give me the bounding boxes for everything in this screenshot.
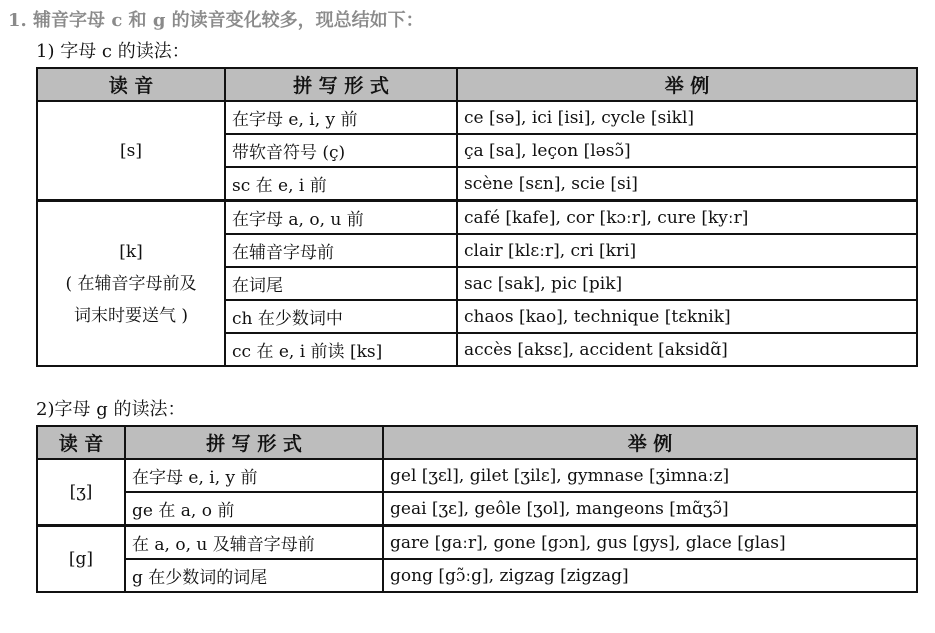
spelling-cell: 在字母 e, i, y 前 (225, 101, 457, 134)
section-1-title: 1) 字母 c 的读法： (36, 41, 190, 62)
page-heading: 1. 辅音字母 c 和 g 的读音变化较多，现总结如下： (8, 10, 424, 31)
sound-cell (37, 201, 225, 367)
sound-cell: [g] (37, 526, 125, 593)
table-header-row (37, 426, 917, 459)
header-spelling: 拼 写 形 式 (225, 68, 457, 101)
table-row (37, 459, 917, 492)
example-cell: scène [sɛn], scie [si] (457, 167, 917, 201)
header-example: 举 例 (383, 426, 917, 459)
example-cell: accès [aksɛ], accident [aksidɑ̃] (457, 333, 917, 366)
example-cell: ça [sa], leçon [ləsɔ̃] (457, 134, 917, 167)
example-cell: café [kafe], cor [kɔːr], cure [kyːr] (457, 201, 917, 235)
table-letter-g (36, 425, 918, 593)
spelling-cell: 在词尾 (225, 267, 457, 300)
example-cell: ce [sə], ici [isi], cycle [sikl] (457, 101, 917, 134)
table-row (37, 526, 917, 560)
sound-note-line-1: ( 在辅音字母前及 (65, 273, 197, 294)
spelling-cell: sc 在 e, i 前 (225, 167, 457, 201)
example-cell: gare [gaːr], gone [gɔn], gus [gys], glace [glas] (383, 526, 917, 560)
spelling-cell: 在字母 e, i, y 前 (125, 459, 383, 492)
table-row (37, 559, 917, 592)
table-header-row (37, 68, 917, 101)
example-cell: gel [ʒɛl], gilet [ʒilɛ], gymnase [ʒimnaːz] (383, 459, 917, 492)
sound-symbol: [k] (119, 241, 143, 262)
sound-cell: [ʒ] (37, 459, 125, 526)
section-2-title: 2)字母 g 的读法： (36, 399, 186, 420)
table-row (37, 492, 917, 526)
header-sound: 读 音 (37, 426, 125, 459)
header-spelling: 拼 写 形 式 (125, 426, 383, 459)
spelling-cell: 在辅音字母前 (225, 234, 457, 267)
header-example: 举 例 (457, 68, 917, 101)
header-sound: 读 音 (37, 68, 225, 101)
table-row (37, 201, 917, 235)
spelling-cell: 在 a, o, u 及辅音字母前 (125, 526, 383, 560)
example-cell: gong [gɔ̃ːg], zigzag [zigzag] (383, 559, 917, 592)
spelling-cell: 带软音符号 (ç) (225, 134, 457, 167)
example-cell: chaos [kao], technique [tɛknik] (457, 300, 917, 333)
table-letter-c (36, 67, 918, 367)
spelling-cell: 在字母 a, o, u 前 (225, 201, 457, 235)
example-cell: geai [ʒɛ], geôle [ʒol], mangeons [mɑ̃ʒɔ̃] (383, 492, 917, 526)
table-row (37, 101, 917, 134)
spelling-cell: g 在少数词的词尾 (125, 559, 383, 592)
example-cell: sac [sak], pic [pik] (457, 267, 917, 300)
sound-cell: [s] (37, 101, 225, 201)
spelling-cell: ge 在 a, o 前 (125, 492, 383, 526)
example-cell: clair [klɛːr], cri [kri] (457, 234, 917, 267)
spelling-cell: ch 在少数词中 (225, 300, 457, 333)
sound-note-line-2: 词末时要送气 ) (73, 305, 189, 326)
spelling-cell: cc 在 e, i 前读 [ks] (225, 333, 457, 366)
